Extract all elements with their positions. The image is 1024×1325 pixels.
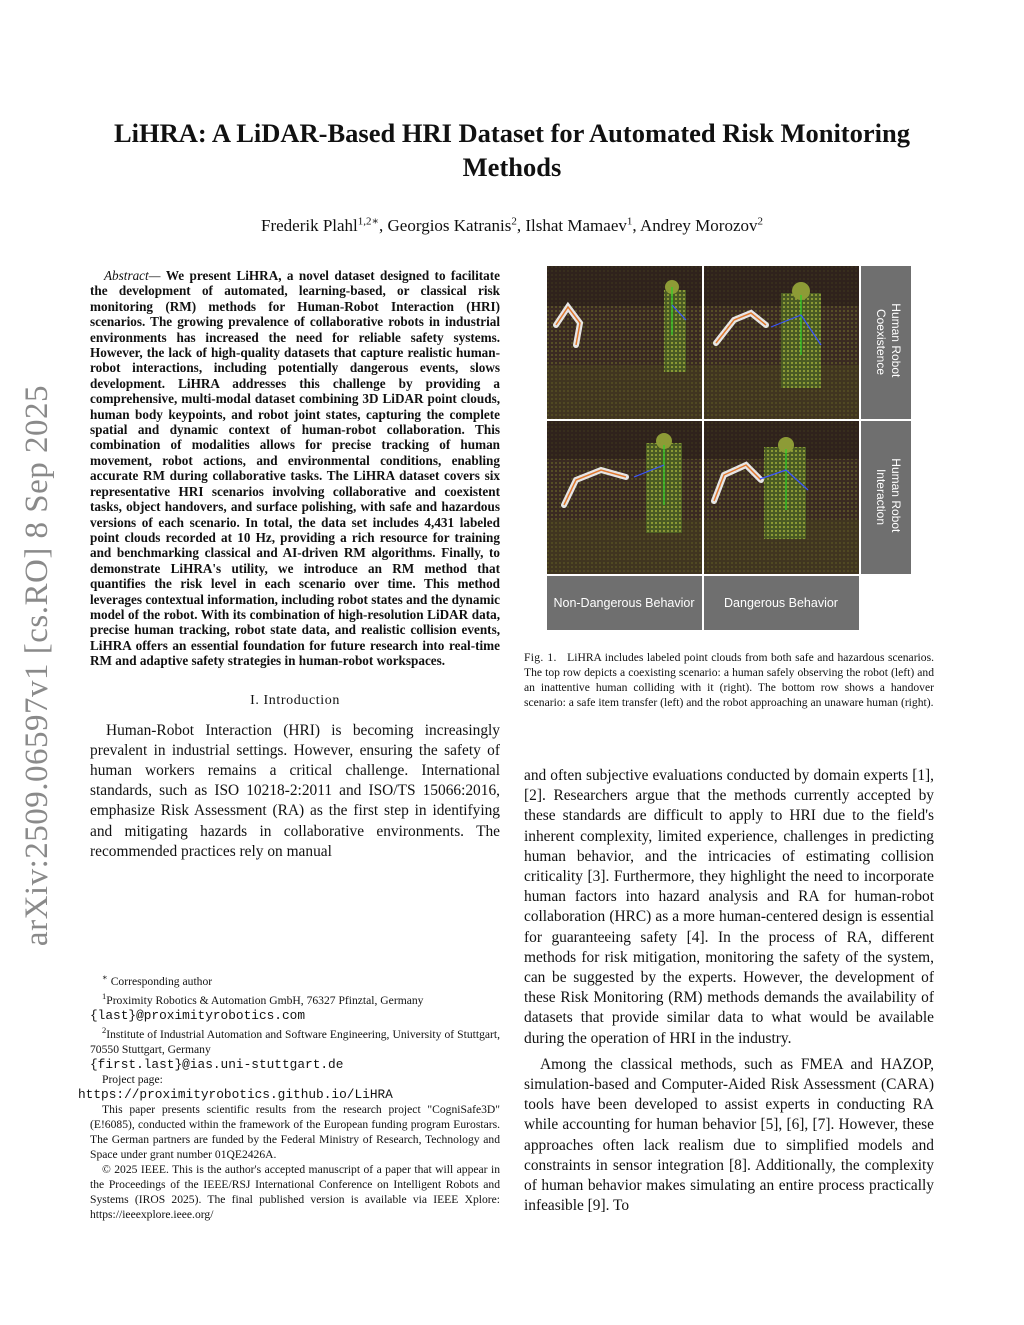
- row-label-interaction: Human Robot Interaction: [874, 458, 903, 533]
- abstract-dash: —: [148, 268, 166, 283]
- title-line-1: LiHRA: A LiDAR-Based HRI Dataset for Automated Risk Monitoring: [114, 118, 910, 148]
- footnote-corresponding: ∗ Corresponding author: [102, 972, 213, 988]
- right-column: [524, 766, 934, 1216]
- author: Ilshat Mamaev$^1$,: [525, 215, 640, 235]
- abstract-label: Abstract: [104, 268, 149, 283]
- left-column: [90, 268, 500, 862]
- arxiv-identifier-text: arXiv:2509.06597v1 [cs.RO] 8 Sep 2025: [19, 384, 56, 946]
- abstract: [90, 268, 500, 669]
- project-url-link[interactable]: https://proximityrobotics.github.io/LiHRA: [78, 1086, 393, 1102]
- arxiv-identifier: [18, 380, 58, 950]
- footnote-funding: This paper presents scientific results from the research project "CogniSafe3D" (E!6085), conducted within the framework of the European funding program Eurostars. The German partners are funded by the Federal Ministry of Research, Technology and Space under grant number 01QE2426A.: [90, 1102, 500, 1161]
- author: Frederik Plahl$^{1,2∗}$,: [260, 215, 388, 235]
- section-heading-introduction: I. Introduction: [250, 692, 340, 708]
- col-label-non-dangerous: Non-Dangerous Behavior: [553, 596, 695, 610]
- footnote-project-page: Project page: https://proximityrobotics.github.io/LiHRA: [78, 1072, 393, 1102]
- footnote-copyright: © 2025 IEEE. This is the author's accepted manuscript of a paper that will appear in the Proceedings of the IEEE/RSJ International Conference on Intelligent Robots and Systems (IROS 2025). The final published version is available via IEEE Xplore: https://ieeexplore.ieee.org/: [90, 1162, 500, 1221]
- intro-paragraph-1: Human-Robot Interaction (HRI) is becoming increasingly prevalent in industrial settings. However, ensuring the safety of human workers remains a critical challenge. International standards, such as ISO 10218-2:2011 and ISO/TS 15066:2016, emphasize Risk Assessment (RA) as the first step in identifying and mitigating hazards in collaborative environments. The recommended practices rely on manual: [90, 721, 500, 860]
- author: Georgios Katranis$^2$,: [387, 215, 526, 235]
- abstract-text: We present LiHRA, a novel dataset designed to facilitate the development of automated, learning-based, or classical risk monitoring (RM) methods for Human-Robot Interaction (HRI) scenarios. The growing prevalence of collaborative robots in industrial environments has increased the need for reliable safety systems. However, the lack of high-quality datasets that capture realistic human-robot interactions, including potentially dangerous events, slows development. LiHRA addresses this challenge by providing a comprehensive, multi-modal dataset combining 3D LiDAR point clouds, human body keypoints, and robot joint states, capturing the complete spatial and dynamic context of human-robot collaboration. This combination of modalities allows for precise tracking of human movement, robot actions, and environmental conditions, enabling accurate RM during collaborative tasks. The LiHRA dataset covers six representative HRI scenarios involving collaborative and coexistent tasks, object handovers, and surface polishing, with safe and hazardous versions of each scenario. In total, the data set includes 4,431 labeled point clouds recorded at 10 Hz, providing a rich resource for training and benchmarking classical and AI-driven RM algorithms. Finally, to demonstrate LiHRA's utility, we introduce an RM method that quantifies the risk level in each scenario over time. This method leverages contextual information, including robot states and the dynamic model of the robot. With its combination of high-resolution LiDAR data, precise human tracking, robot state data, and realistic collision events, LiHRA offers an essential foundation for future research into real-time RM and adaptive safety strategies in human-robot workspaces.: [90, 268, 500, 669]
- row-label-line-2: Coexistence: [874, 308, 888, 376]
- footnote-affiliation-1: $^1$Proximity Robotics & Automation GmbH, 76327 Pfinztal, Germany {last}@proximityrobotics.com: [90, 990, 424, 1023]
- author: Andrey Morozov$^2$: [639, 215, 763, 235]
- caption-text: LiHRA includes labeled point clouds from both safe and hazardous scenarios. The top row depicts a coexisting scenario: a human safely observing the robot (left) and an inattentive human colliding with it (right). The bottom row shows a handover scenario: a safe item transfer (left) and the robot approaching an unaware human (right).: [524, 651, 934, 709]
- right-paragraph-1: and often subjective evaluations conducted by domain experts [1], [2]. Researchers argue that the methods currently accepted by these standards are difficult to apply to HRI due to the field's inherent complexity, limited experience, challenges in predicting human behavior, and the intricacies of estimating collision criticality [3]. Furthermore, they highlight the need to incorporate human factors into hazard analysis and RA for human-robot collaboration (HRC) as a more human-centered design is essential for guaranteeing safety [4]. In the process of RA, different methods for risk mitigation, monitoring the safety of the system, can be suggested by the experts. However, the development of these Risk Monitoring (RM) methods demands the availability of datasets that provide similar data to what would be available during the operation of HRI in the industry.: [524, 767, 934, 1047]
- scene-panel-interaction-safe: [547, 421, 702, 574]
- affiliation-1-email: {last}@proximityrobotics.com: [90, 1007, 306, 1023]
- scene-panel-interaction-dangerous: [704, 421, 859, 574]
- scene-panel-coexistence-dangerous: [704, 266, 859, 419]
- figure-1: [546, 265, 912, 631]
- row-label-coexistence: Human Robot Coexistence: [874, 303, 903, 378]
- caption-label: Fig. 1.: [524, 651, 557, 664]
- footnotes: [78, 970, 500, 1222]
- figure-1-graphic: [546, 265, 912, 631]
- footnote-affiliation-2: $^2$Institute of Industrial Automation and Software Engineering, University of Stuttgart, 70550 Stuttgart, Germany {first.last}@ias.uni-stuttgart.de: [90, 1024, 500, 1072]
- figure-1-caption: [524, 650, 934, 710]
- author-list: [90, 210, 934, 237]
- affiliation-2-email: {first.last}@ias.uni-stuttgart.de: [90, 1056, 344, 1072]
- title-line-2: Methods: [462, 152, 562, 182]
- right-paragraph-2: Among the classical methods, such as FMEA and HAZOP, simulation-based and Computer-Aided Risk Assessment (CARA) tools have been developed to assist experts in conducting RA while accounting for human behavior [5], [6], [7]. However, these approaches often lack realism due to simplified models and constraints in sensor integration [8]. Additionally, the complexity of human behavior makes simulating an entire process practically infeasible [9]. To: [524, 1055, 934, 1215]
- row-label-line-2: Interaction: [874, 468, 888, 526]
- paper-title: [90, 116, 934, 184]
- scene-panel-coexistence-safe: [547, 266, 702, 419]
- col-label-dangerous: Dangerous Behavior: [724, 596, 838, 610]
